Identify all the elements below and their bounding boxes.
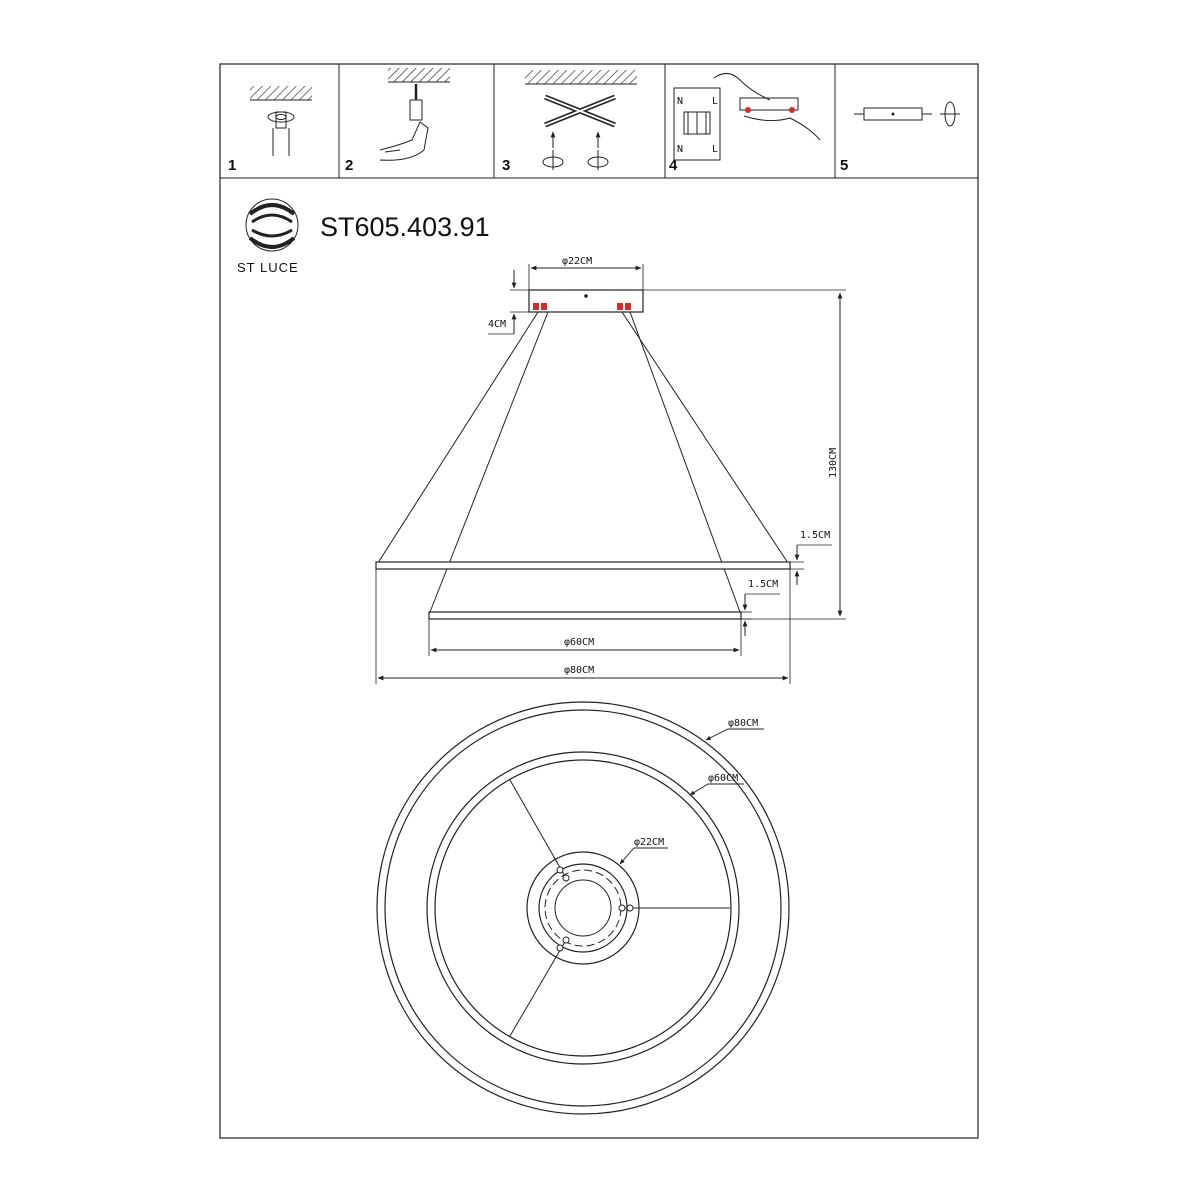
top-inner-diameter-label: φ60CM [708,773,739,784]
side-inner-ring-thickness-label: 1.5CM [748,579,779,590]
step-4-number: 4 [669,157,678,174]
cross-bracket-icon [525,70,637,170]
brand-name: ST LUCE [237,260,299,275]
step-5 [840,102,960,174]
step-3 [502,70,637,174]
hammer-drill-icon [380,68,450,160]
step-1 [228,86,312,174]
assembly-steps-strip [220,64,978,178]
inner-ring-side [429,612,741,619]
side-drop-height-label: 130CM [828,447,839,478]
wiring-label-l: L [712,96,719,107]
model-number: ST605.403.91 [320,212,490,242]
canopy-mount-icon [854,102,960,126]
side-view-drawing [376,256,846,684]
st-luce-logo [246,199,298,251]
top-outer-diameter-label: φ80CM [728,718,759,729]
ceiling-screw-icon [250,86,312,156]
wiring-label-n: N [677,96,684,107]
side-outer-ring-thickness-label: 1.5CM [800,530,831,541]
step-3-number: 3 [502,157,511,174]
wiring-label-n-bottom: N [677,144,684,155]
side-inner-diameter-label: φ60CM [564,637,595,648]
step-4 [669,73,820,174]
side-outer-diameter-label: φ80CM [564,665,595,676]
wiring-label-l-bottom: L [712,144,719,155]
step-5-number: 5 [840,157,849,174]
outer-ring-side [376,562,790,569]
side-canopy-height-label: 4CM [488,319,507,330]
top-view-drawing [377,702,789,1114]
top-canopy-diameter-label: φ22CM [634,837,665,848]
step-2 [345,68,450,174]
step-2-number: 2 [345,157,354,174]
step-1-number: 1 [228,157,237,174]
wiring-connection-icon [674,73,820,160]
side-canopy-diameter-label: φ22CM [562,256,593,267]
